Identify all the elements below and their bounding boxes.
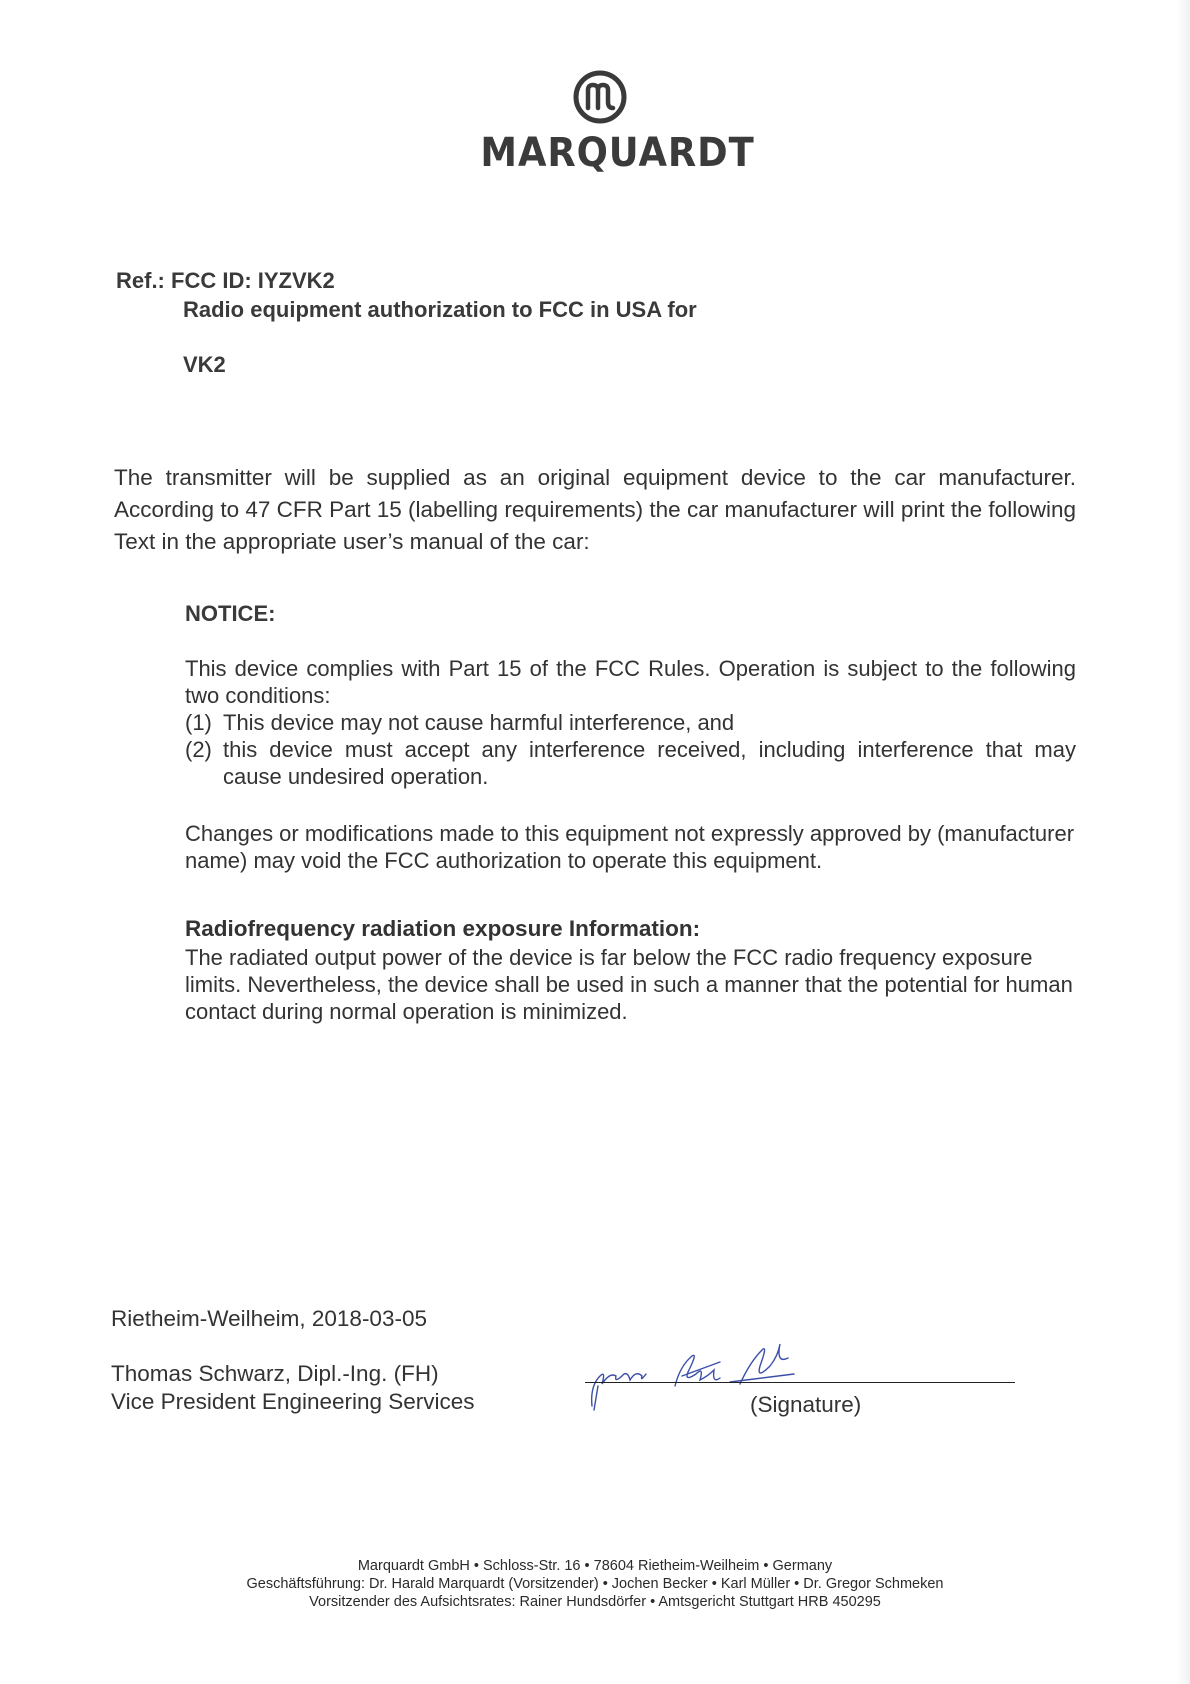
condition-number: (1) xyxy=(185,710,212,735)
brand-name: MARQUARDT xyxy=(480,130,755,176)
footer-address: Marquardt GmbH • Schloss-Str. 16 • 78604 Rietheim-Weilheim • Germany xyxy=(357,1558,833,1574)
rf-exposure-body: The radiated output power of the device is far below the FCC radio frequency exposure limits. Nevertheless, the device shall be used in such a manner that the potential for human contact during normal operation is minimized. xyxy=(185,945,1073,1024)
place-and-date: Rietheim-Weilheim, 2018-03-05 xyxy=(111,1306,427,1331)
signer-block xyxy=(111,1360,475,1416)
signer-name: Thomas Schwarz, Dipl.-Ing. (FH) xyxy=(111,1361,439,1386)
notice-intro-text: This device complies with Part 15 of the FCC Rules. Operation is subject to the following two conditions: xyxy=(185,656,1076,708)
signer-title: Vice President Engineering Services xyxy=(111,1389,475,1414)
footer-management: Geschäftsführung: Dr. Harald Marquardt (Vorsitzender) • Jochen Becker • Karl Müller • Dr. Gregor Schmeken xyxy=(246,1576,944,1592)
model-name: VK2 xyxy=(183,352,226,377)
footer-registry: Vorsitzender des Aufsichtsrates: Rainer Hundsdörfer • Amtsgericht Stuttgart HRB 450295 xyxy=(309,1594,881,1610)
condition-number: (2) xyxy=(185,737,212,762)
page-edge-shadow xyxy=(1176,0,1190,1684)
intro-paragraph: The transmitter will be supplied as an original equipment device to the car manufacturer. According to 47 CFR Part 15 (labelling requirements) the car manufacturer will print the following Text in the appropriate user’s manual of the car: xyxy=(114,465,1076,554)
notice-body xyxy=(185,655,1076,790)
fcc-reference: Ref.: FCC ID: IYZVK2 xyxy=(116,268,335,293)
company-logo xyxy=(470,68,755,176)
notice-heading: NOTICE: xyxy=(185,601,276,626)
condition-item xyxy=(185,736,1076,790)
condition-text: This device may not cause harmful interference, and xyxy=(223,710,735,735)
signature-line xyxy=(585,1382,1015,1383)
footer xyxy=(0,1557,1190,1611)
signature-label: (Signature) xyxy=(750,1392,862,1417)
changes-paragraph: Changes or modifications made to this equipment not expressly approved by (manufacturer name) may void the FCC authorization to operate this equipment. xyxy=(185,821,1075,873)
rf-exposure-heading: Radiofrequency radiation exposure Information: xyxy=(185,916,701,941)
condition-item xyxy=(185,709,1076,736)
marquardt-m-circle-logo-icon xyxy=(571,68,629,126)
subject-line: Radio equipment authorization to FCC in USA for xyxy=(183,297,697,322)
condition-text: this device must accept any interference received, including interference that may cause undesired operation. xyxy=(223,737,1076,789)
